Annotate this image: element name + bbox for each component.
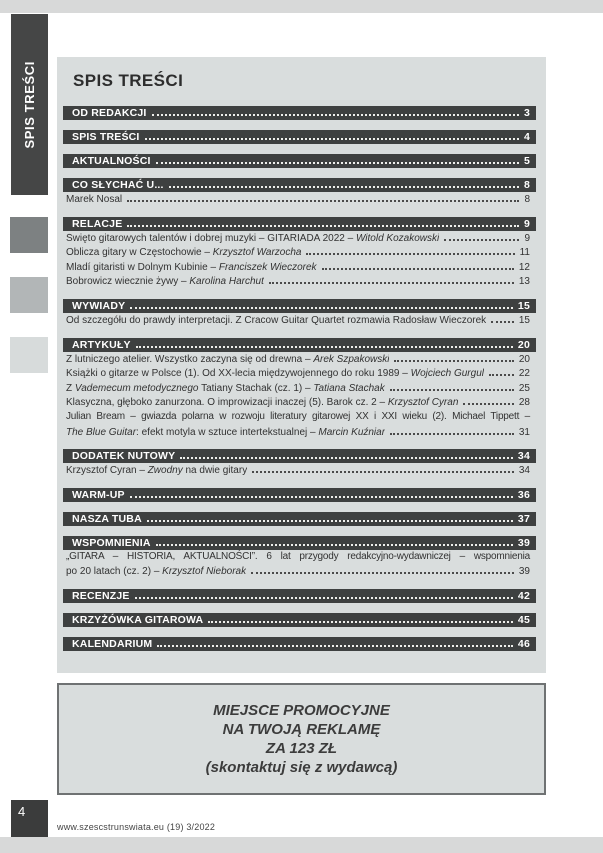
toc-section-header <box>63 154 536 168</box>
toc-entry-page-number: 22 <box>518 368 530 380</box>
toc-entry-text: Tatiany Stachak (cz. 1) – <box>198 382 314 394</box>
sidebar-section-tab <box>11 14 48 195</box>
toc-group <box>63 217 536 289</box>
dot-leader <box>491 321 514 323</box>
toc-entry-author: The Blue Guitar <box>66 426 137 438</box>
toc-section-header <box>63 338 536 352</box>
dot-leader <box>489 374 514 376</box>
toc-entry-text: po 20 latach (cz. 2) – <box>66 566 163 578</box>
footer-url: www.szescstrunswiata.eu (19) 3/2022 <box>57 822 216 832</box>
toc-entry-row <box>63 274 536 289</box>
promo-line-3: ZA 123 ZŁ <box>265 740 338 757</box>
toc-entry-row <box>63 425 536 440</box>
toc-entry-row <box>63 381 536 396</box>
toc-list <box>63 106 536 651</box>
toc-entry-title <box>66 276 264 287</box>
toc-entry-row <box>63 192 536 207</box>
dot-leader <box>269 282 514 284</box>
toc-entry-row <box>63 352 536 367</box>
toc-section-label: SPIS TREŚCI <box>72 131 140 143</box>
dot-leader <box>157 645 513 647</box>
toc-entry-line-wrap <box>63 550 536 565</box>
folio-page-number: 4 <box>11 800 48 837</box>
toc-section-header <box>63 589 536 603</box>
toc-entry-title <box>66 233 439 244</box>
dot-leader <box>130 496 513 498</box>
toc-entry-text: „GITARA – HISTORIA, AKTUALNOŚCI”. 6 lat przygody redakcyjno-wydawniczej – wspomnienia <box>66 550 530 562</box>
dot-leader <box>130 307 513 309</box>
toc-entry-text: na dwie gitary <box>182 465 248 477</box>
toc-entry-author: Arek Szpakowski <box>313 353 390 365</box>
toc-section-label: NASZA TUBA <box>72 512 142 525</box>
promo-line-2: NA TWOJĄ REKLAMĘ <box>222 721 381 738</box>
toc-section-header <box>63 217 536 231</box>
toc-section-page-number: 36 <box>517 488 530 501</box>
toc-section-page-number: 20 <box>517 338 530 351</box>
toc-entry-page-number: 9 <box>524 232 530 244</box>
toc-entry-page-number: 8 <box>524 194 530 206</box>
toc-section-page-number: 8 <box>523 179 530 191</box>
dot-leader <box>127 200 519 202</box>
toc-entry-page-number: 15 <box>518 315 530 327</box>
toc-section-header <box>63 299 536 313</box>
toc-group <box>63 637 536 651</box>
sidebar-square-dark <box>10 217 48 253</box>
toc-entry-text: Od szczegółu do prawdy interpretacji. Z Cracow Guitar Quartet rozmawia Radosław Wieczorek <box>66 315 487 327</box>
toc-section-label: WYWIADY <box>72 299 126 312</box>
toc-group <box>63 178 536 207</box>
dot-leader <box>145 138 519 140</box>
dot-leader <box>156 544 513 546</box>
toc-section-header <box>63 512 536 526</box>
toc-entry-row <box>63 366 536 381</box>
toc-section-label: KALENDARIUM <box>72 637 153 650</box>
toc-section-page-number: 37 <box>517 512 530 525</box>
toc-entry-row <box>63 245 536 260</box>
toc-entry-page-number: 28 <box>518 397 530 409</box>
promo-line-4: (skontaktuj się z wydawcą) <box>205 759 398 776</box>
toc-group <box>63 299 536 328</box>
dot-leader <box>147 520 513 522</box>
toc-entry-row <box>63 395 536 410</box>
toc-section-header <box>63 536 536 550</box>
toc-section-page-number: 4 <box>523 131 530 143</box>
toc-section-page-number: 34 <box>517 450 530 463</box>
toc-entry-text: Święto gitarowych talentów i dobrej muzyki – GITARIADA 2022 – <box>66 232 356 244</box>
dot-leader <box>136 346 513 348</box>
toc-entry-row <box>63 564 536 579</box>
toc-section-page-number: 42 <box>517 589 530 602</box>
top-page-edge-strip <box>0 0 603 13</box>
dot-leader <box>322 268 514 270</box>
toc-entry-text: Z lutniczego atelier. Wszystko zaczyna się od drewna – <box>66 353 314 365</box>
toc-section-label: RELACJE <box>72 217 123 230</box>
toc-entry-author: Krzysztof Cyran <box>387 397 459 409</box>
toc-entry-row <box>63 313 536 328</box>
toc-section-header <box>63 488 536 502</box>
dot-leader <box>180 457 513 459</box>
toc-section-label: DODATEK NUTOWY <box>72 450 176 463</box>
dot-leader <box>444 239 519 241</box>
toc-entry-text: Bobrowicz wiecznie żywy – <box>66 276 190 288</box>
toc-entry-author: Tatiana Stachak <box>313 382 385 394</box>
toc-entry-row <box>63 260 536 275</box>
toc-entry-author: Krzysztof Nieborak <box>162 566 247 578</box>
toc-entry-title <box>66 383 385 394</box>
toc-entry-page-number: 39 <box>518 566 530 578</box>
dot-leader <box>463 403 513 405</box>
toc-entry-page-number: 12 <box>518 261 530 273</box>
toc-entry-author: Witold Kozakowski <box>355 232 440 244</box>
toc-entry-page-number: 13 <box>518 276 530 288</box>
sidebar-square-light <box>10 337 48 373</box>
dot-leader <box>169 186 519 188</box>
toc-entry-title <box>66 354 389 365</box>
promo-box <box>57 683 546 795</box>
toc-section-header <box>63 130 536 144</box>
toc-section-header <box>63 613 536 627</box>
dot-leader <box>152 114 519 116</box>
toc-section-page-number: 3 <box>523 107 530 119</box>
toc-entry-title <box>66 566 246 577</box>
dot-leader <box>394 360 513 362</box>
toc-entry-page-number: 34 <box>518 465 530 477</box>
toc-group <box>63 449 536 478</box>
toc-entry-title <box>66 262 317 273</box>
toc-entry-text: Marek Nosal <box>66 194 123 206</box>
toc-entry-author: Marcin Kuźniar <box>318 426 386 438</box>
toc-group <box>63 106 536 120</box>
toc-group <box>63 154 536 168</box>
dot-leader <box>208 621 513 623</box>
toc-entry-text: Z <box>66 382 75 394</box>
toc-group <box>63 613 536 627</box>
toc-group <box>63 338 536 440</box>
toc-entry-row <box>63 463 536 478</box>
toc-entry-title <box>66 465 247 476</box>
toc-entry-page-number: 11 <box>519 247 530 259</box>
bottom-page-edge-strip <box>0 837 603 853</box>
promo-line-1: MIEJSCE PROMOCYJNE <box>213 702 390 719</box>
toc-section-page-number: 46 <box>517 637 530 650</box>
dot-leader <box>390 433 514 435</box>
toc-section-label: KRZYŻÓWKA GITAROWA <box>72 613 204 626</box>
toc-group <box>63 512 536 526</box>
toc-entry-text: : efekt motyla w sztuce intertekstualnej – <box>136 426 319 438</box>
toc-entry-title <box>66 427 385 438</box>
toc-section-header <box>63 637 536 651</box>
sidebar-square-medium <box>10 277 48 313</box>
toc-section-page-number: 9 <box>523 217 530 230</box>
toc-section-header <box>63 449 536 463</box>
toc-entry-text: Mladí gitaristi w Dolnym Kubinie – <box>66 261 219 273</box>
toc-section-label: ARTYKUŁY <box>72 338 131 351</box>
toc-entry-title <box>66 315 486 326</box>
dot-leader <box>135 597 513 599</box>
dot-leader <box>251 572 514 574</box>
toc-group <box>63 130 536 144</box>
toc-entry-author: Franciszek Wieczorek <box>218 261 317 273</box>
toc-entry-title <box>66 194 122 205</box>
toc-entry-author: Karolina Harchut <box>189 276 264 288</box>
toc-entry-author: Krzysztof Warzocha <box>212 247 302 259</box>
toc-section-header <box>63 106 536 120</box>
toc-section-page-number: 5 <box>523 155 530 167</box>
toc-group <box>63 536 536 579</box>
toc-entry-text: Oblicza gitary w Częstochowie – <box>66 247 213 259</box>
toc-section-page-number: 15 <box>517 299 530 312</box>
toc-group <box>63 589 536 603</box>
toc-section-page-number: 39 <box>517 536 530 549</box>
toc-entry-row <box>63 231 536 246</box>
toc-section-page-number: 45 <box>517 613 530 626</box>
toc-entry-page-number: 20 <box>518 353 530 365</box>
toc-entry-title <box>66 368 484 379</box>
toc-entry-page-number: 25 <box>518 382 530 394</box>
toc-entry-text: Książki o gitarze w Polsce (1). Od XX-lecia międzywojennego do roku 1989 – <box>66 368 411 380</box>
toc-section-label: RECENZJE <box>72 589 130 602</box>
dot-leader <box>127 225 519 227</box>
toc-group <box>63 488 536 502</box>
toc-entry-text: Klasyczna, głęboko zanurzona. O improwizacji inaczej (5). Barok cz. 2 – <box>66 397 388 409</box>
toc-entry-page-number: 31 <box>518 426 530 438</box>
toc-section-header <box>63 178 536 192</box>
toc-entry-title <box>66 247 301 258</box>
toc-entry-text: Julian Bream – gwiazda polarna w rozwoju literatury gitarowej XX i XXI wieku (2). Michael Tippett – <box>66 410 530 422</box>
toc-entry-line-wrap <box>63 410 536 425</box>
toc-section-label: CO SŁYCHAĆ U... <box>72 179 164 191</box>
toc-section-label: WSPOMNIENIA <box>72 536 151 549</box>
toc-section-label: OD REDAKCJI <box>72 107 147 119</box>
page-title: SPIS TREŚCI <box>73 71 184 90</box>
toc-entry-author: Vademecum metodycznego <box>74 382 199 394</box>
dot-leader <box>252 471 514 473</box>
toc-entry-text: Krzysztof Cyran – <box>66 465 148 477</box>
toc-section-label: WARM-UP <box>72 488 125 501</box>
dot-leader <box>156 162 519 164</box>
dot-leader <box>306 253 514 255</box>
dot-leader <box>390 389 514 391</box>
toc-section-label: AKTUALNOŚCI <box>72 155 151 167</box>
toc-entry-author: Zwodny <box>147 465 183 477</box>
sidebar-section-tab-label: SPIS TREŚCI <box>22 60 37 149</box>
toc-panel <box>57 57 546 673</box>
toc-entry-author: Wojciech Gurgul <box>410 368 484 380</box>
toc-entry-title <box>66 397 458 408</box>
